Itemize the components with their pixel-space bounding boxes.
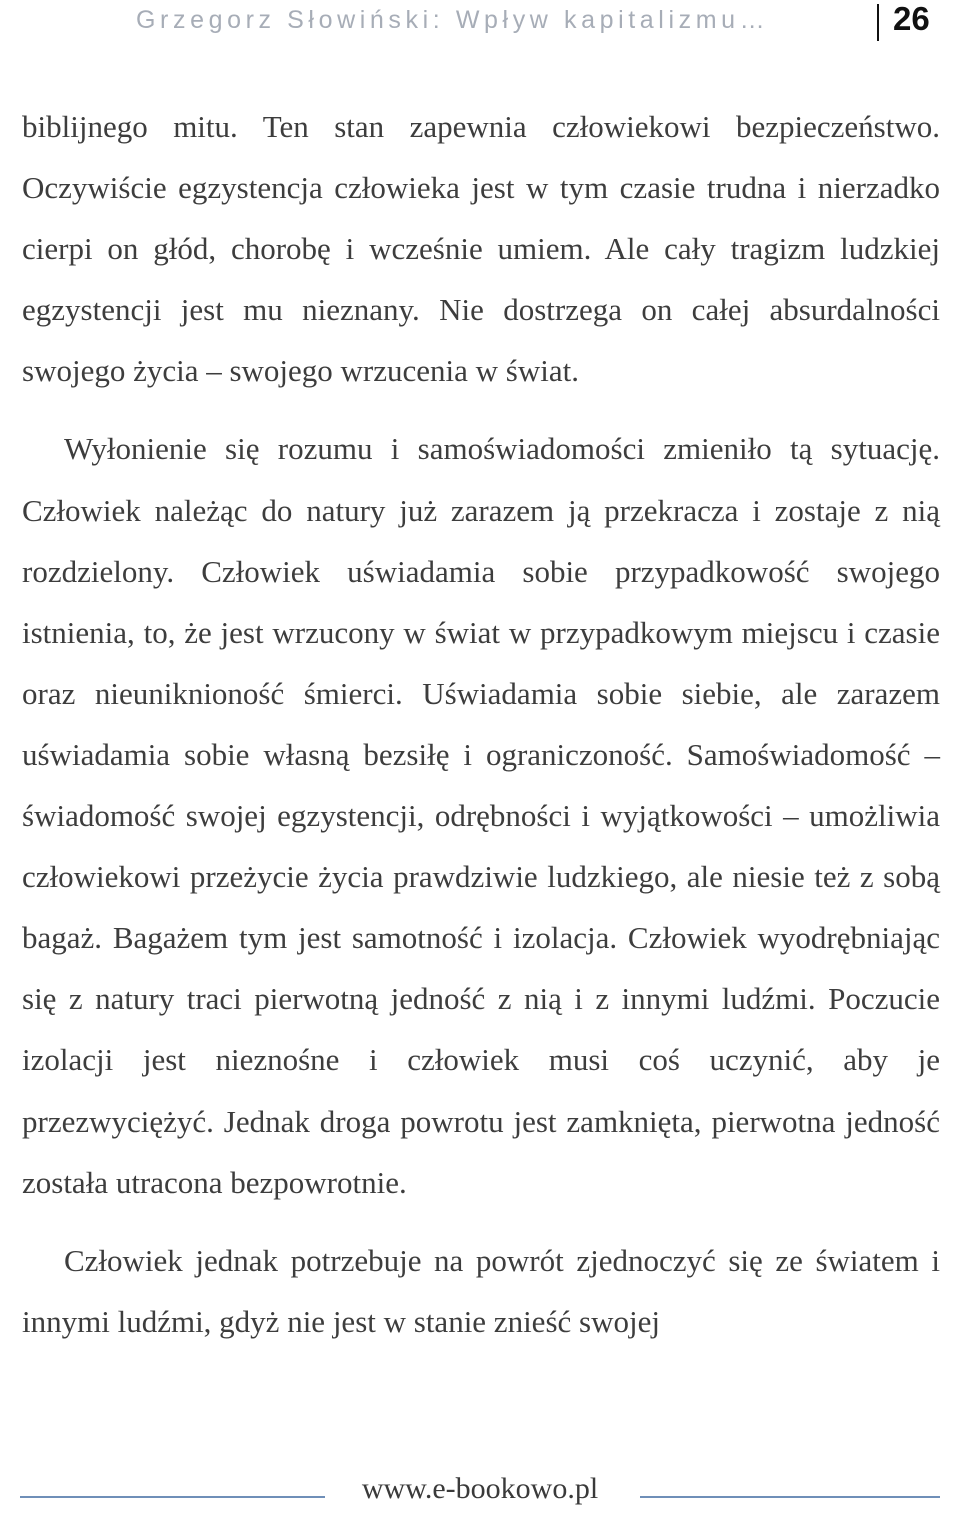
footer-url[interactable]: www.e-bookowo.pl [361,1472,599,1505]
header-divider [877,4,879,41]
paragraph-1: biblijnego mitu. Ten stan zapewnia człowiekowi bezpieczeństwo. Oczywiście egzystencja człowieka jest w tym czasie trudna i nierzadko cierpi on głód, chorobę i wcześnie umiem. Ale cały tragizm ludzkiej egzystencji jest mu nieznany. Nie dostrzega on całej absurdalności swojego życia – swojego wrzucenia w świat. [22,109,940,389]
running-title: Grzegorz Słowiński: Wpływ kapitalizmu… [136,6,770,34]
page-number: 26 [893,0,930,37]
paragraph-3: Człowiek jednak potrzebuje na powrót zjednoczyć się ze światem i innymi ludźmi, gdyż nie jest w stanie znieść swojej [22,1242,940,1339]
footer-rule-right [640,1496,940,1498]
paragraph-2: Wyłonienie się rozumu i samoświadomości zmieniło tą sytuację. Człowiek należąc do natury już zarazem ją przekracza i zostaje z nią rozdzielony. Człowiek uświadamia sobie przypadkowość swojego istnienia, to, że jest wrzucony w świat w przypadkowym miejscu i czasie oraz nieuniknioność śmierci. Uświadamia sobie siebie, ale zarazem uświadamia sobie własną bezsiłę i ograniczoność. Samoświadomość – świadomość swojej egzystencji, odrębności i wyjątkowości – umożliwia człowiekowi przeżycie życia prawdziwie ludzkiego, ale niesie też z sobą bagaż. Bagażem tym jest samotność i izolacja. Człowiek wyodrębniając się z natury traci pierwotną jedność z nią i z innymi ludźmi. Poczucie izolacji jest nieznośne i człowiek musi coś uczynić, aby je przezwyciężyć. Jednak droga powrotu jest zamknięta, pierwotna jedność została utracona bezpowrotnie. [22,431,940,1200]
page-header [0,0,960,50]
page-footer [0,1468,960,1513]
page-body [22,96,940,1352]
